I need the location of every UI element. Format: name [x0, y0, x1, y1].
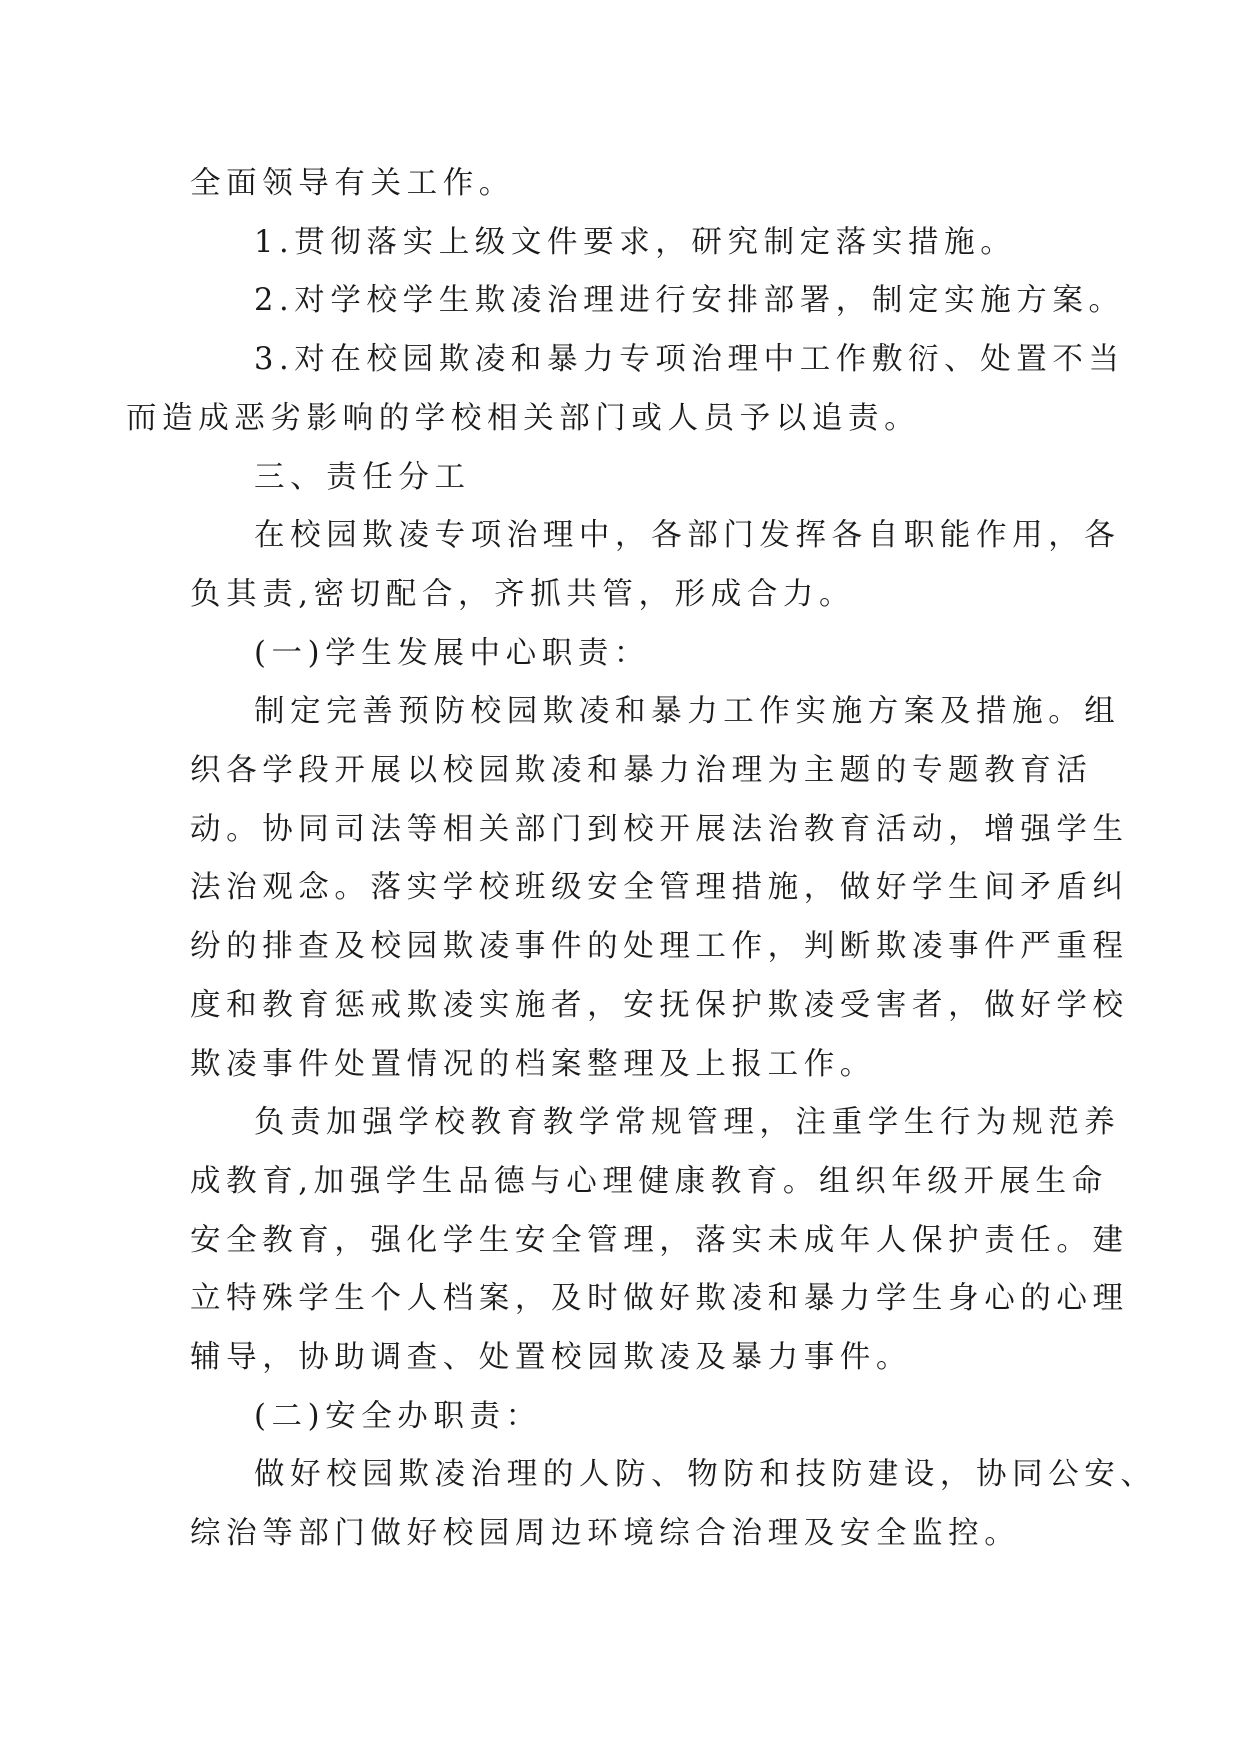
- text-line: 制定完善预防校园欺凌和暴力工作实施方案及措施。组: [254, 694, 1121, 730]
- text-line: 在校园欺凌专项治理中，各部门发挥各自职能作用，各: [254, 518, 1121, 554]
- text-line: 1.贯彻落实上级文件要求，研究制定落实措施。: [254, 224, 1017, 260]
- text-line: 安全教育，强化学生安全管理，落实未成年人保护责任。建: [190, 1222, 1129, 1258]
- text-line: 辅导，协助调查、处置校园欺凌及暴力事件。: [190, 1340, 912, 1376]
- paragraph-leadership-continuation: [190, 155, 1070, 214]
- subheading-student-center: [190, 625, 1070, 684]
- section-heading-responsibility: [190, 449, 1070, 508]
- text-line: 立特殊学生个人档案，及时做好欺凌和暴力学生身心的心理: [190, 1281, 1129, 1317]
- text-line: (二)安全办职责：: [254, 1398, 542, 1434]
- paragraph-teaching-management: [190, 1094, 1129, 1388]
- text-line: 成教育,加强学生品德与心理健康教育。组织年级开展生命: [190, 1163, 1108, 1199]
- paragraph-item-3: [126, 331, 1125, 448]
- text-line: (一)学生发展中心职责：: [254, 635, 650, 671]
- text-line: 负责加强学校教育教学常规管理，注重学生行为规范养: [254, 1105, 1121, 1141]
- text-line: 而造成恶劣影响的学校相关部门或人员予以追责。: [126, 400, 921, 436]
- text-line: 法治观念。落实学校班级安全管理措施，做好学生间矛盾纠: [190, 870, 1129, 906]
- subheading-safety-office: [190, 1388, 1070, 1447]
- text-line: 综治等部门做好校园周边环境综合治理及安全监控。: [190, 1516, 1021, 1552]
- text-line: 做好校园欺凌治理的人防、物防和技防建设，协同公安、: [254, 1457, 1157, 1493]
- paragraph-item-2: [190, 272, 1125, 331]
- paragraph-item-1: [190, 214, 1070, 273]
- text-line: 负其责,密切配合，齐抓共管，形成合力。: [190, 576, 856, 612]
- text-line: 动。协同司法等相关部门到校开展法治教育活动，增强学生: [190, 811, 1129, 847]
- text-line: 欺凌事件处置情况的档案整理及上报工作。: [190, 1046, 876, 1082]
- text-line: 全面领导有关工作。: [190, 166, 515, 201]
- text-line: 纷的排查及校园欺凌事件的处理工作，判断欺凌事件严重程: [190, 929, 1129, 965]
- paragraph-student-center-duties: [190, 683, 1129, 1094]
- text-line: 3.对在校园欺凌和暴力专项治理中工作敷衍、处置不当: [254, 342, 1125, 378]
- text-line: 2.对学校学生欺凌治理进行安排部署，制定实施方案。: [254, 283, 1125, 319]
- text-line: 三、责任分工: [254, 459, 471, 495]
- text-line: 度和教育惩戒欺凌实施者，安抚保护欺凌受害者，做好学校: [190, 987, 1129, 1023]
- paragraph-safety-office-duties: [190, 1446, 1157, 1563]
- paragraph-responsibility-intro: [190, 507, 1121, 624]
- document-body: [126, 155, 1157, 1564]
- text-line: 织各学段开展以校园欺凌和暴力治理为主题的专题教育活: [190, 753, 1093, 789]
